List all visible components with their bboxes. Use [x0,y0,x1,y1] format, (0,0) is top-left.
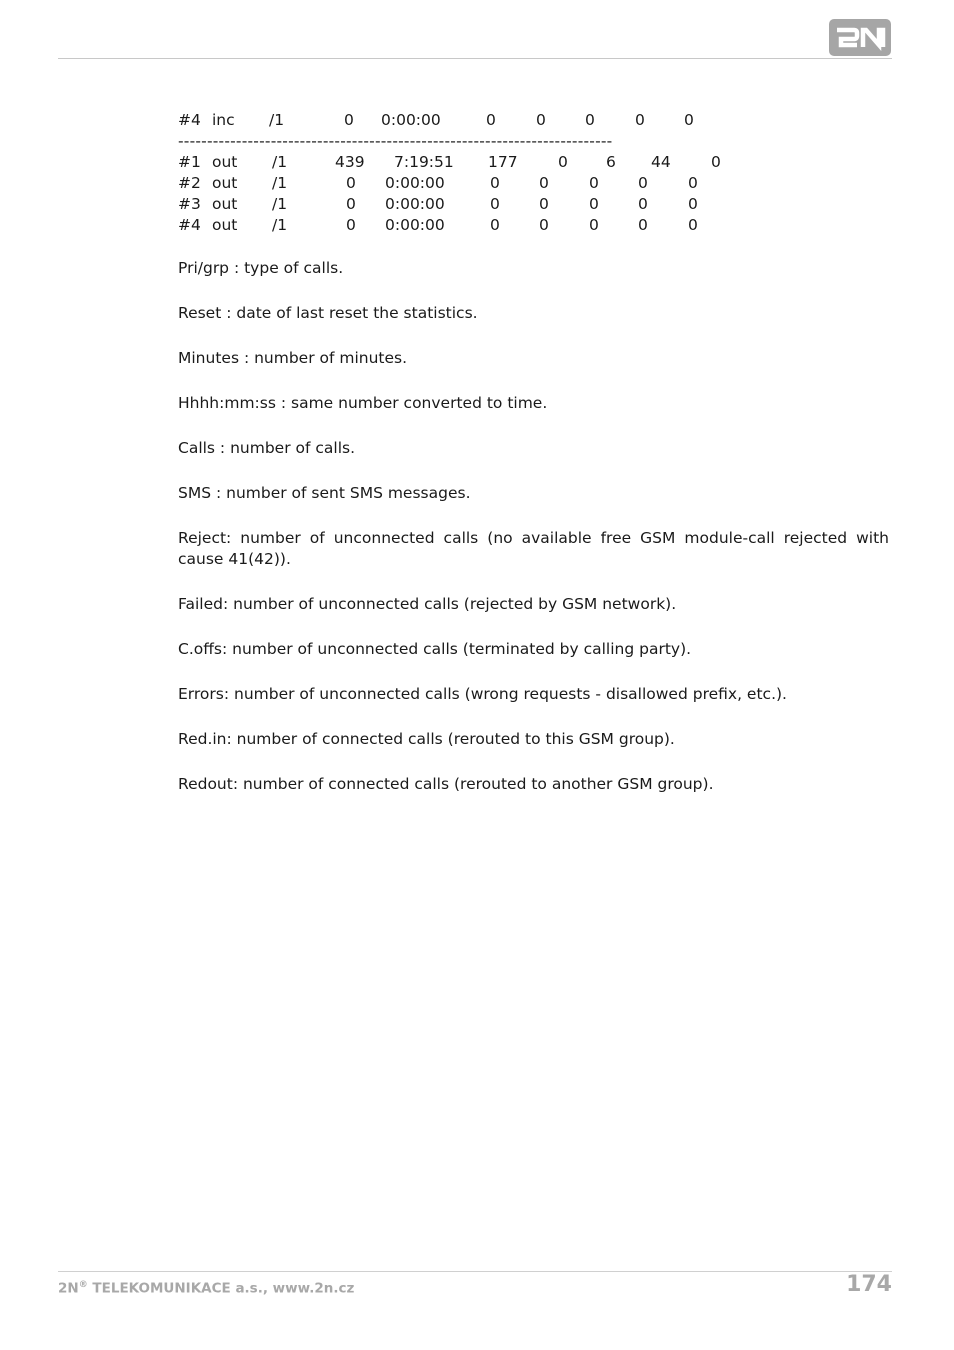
table-cell: 0:00:00 [385,174,445,192]
table-cell: 0 [490,174,500,192]
table-cell: out [212,195,238,213]
table-cell: #3 [178,195,201,213]
table-cell: /1 [272,153,288,171]
table-cell: 0 [635,111,645,129]
table-cell: 177 [488,153,518,171]
table-cell: 0 [539,216,549,234]
table-cell: 7:19:51 [394,153,454,171]
table-cell: 0:00:00 [381,111,441,129]
table-row [178,215,889,236]
table-cell: out [212,216,238,234]
table-row [178,152,889,173]
page-number: 174 [846,1272,892,1297]
stats-table-top [178,110,889,131]
table-cell: 0 [346,195,356,213]
definition-failed: Failed: number of unconnected calls (rejected by GSM network). [178,595,677,613]
table-cell: 0 [486,111,496,129]
footer-divider [58,1271,892,1272]
footer-company-name: TELEKOMUNIKACE a.s., www.2n.cz [92,1280,355,1297]
table-row [178,173,889,194]
table-cell: 6 [606,153,616,171]
table-cell: 0 [536,111,546,129]
table-cell: 0 [558,153,568,171]
table-cell: 0 [638,174,648,192]
table-cell: 0 [688,195,698,213]
table-cell: 0 [688,174,698,192]
table-cell: 0 [346,216,356,234]
definition-minutes: Minutes : number of minutes. [178,349,408,367]
table-cell: 0:00:00 [385,216,445,234]
table-cell: 0 [585,111,595,129]
definition-reject: Reject: number of unconnected calls (no available free GSM module-call rejected with cause 41(42)). [178,529,889,568]
table-cell: out [212,174,238,192]
table-cell: 44 [651,153,671,171]
table-cell: 0:00:00 [385,195,445,213]
table-cell: /1 [272,216,288,234]
definitions-list [178,258,889,795]
table-cell: 0 [539,195,549,213]
table-cell: out [212,153,238,171]
table-cell: /1 [272,174,288,192]
table-row [178,194,889,215]
definition-errors: Errors: number of unconnected calls (wrong requests - disallowed prefix, etc.). [178,685,787,703]
table-row [178,110,889,131]
table-cell: 0 [684,111,694,129]
header-divider [58,58,892,59]
table-cell: 0 [589,195,599,213]
table-separator: --------------------------------------------------------------------------- [178,132,613,150]
table-cell: inc [212,111,235,129]
table-cell: 0 [638,195,648,213]
definition-sms: SMS : number of sent SMS messages. [178,484,471,502]
footer-company [58,1280,354,1297]
footer-brand: 2N [58,1280,79,1297]
table-cell: #2 [178,174,201,192]
table-cell: 439 [335,153,365,171]
table-cell: 0 [589,216,599,234]
page-content [178,110,889,795]
table-cell: #1 [178,153,201,171]
table-cell: #4 [178,216,201,234]
table-cell: #4 [178,111,201,129]
definition-pri-grp: Pri/grp : type of calls. [178,259,344,277]
table-cell: 0 [344,111,354,129]
table-cell: 0 [490,216,500,234]
definition-coffs: C.offs: number of unconnected calls (terminated by calling party). [178,640,692,658]
definition-redout: Redout: number of connected calls (rerouted to another GSM group). [178,775,714,793]
table-cell: /1 [272,195,288,213]
definition-reset: Reset : date of last reset the statistics. [178,304,478,322]
table-cell: 0 [688,216,698,234]
2n-logo [829,19,891,56]
table-cell: 0 [346,174,356,192]
definition-calls: Calls : number of calls. [178,439,356,457]
table-cell: /1 [269,111,285,129]
definition-redin: Red.in: number of connected calls (rerouted to this GSM group). [178,730,675,748]
registered-mark: ® [78,1280,88,1290]
table-cell: 0 [490,195,500,213]
table-cell: 0 [711,153,721,171]
definition-time: Hhhh:mm:ss : same number converted to time. [178,394,548,412]
table-cell: 0 [539,174,549,192]
table-cell: 0 [589,174,599,192]
table-cell: 0 [638,216,648,234]
stats-table-bottom [178,152,889,236]
